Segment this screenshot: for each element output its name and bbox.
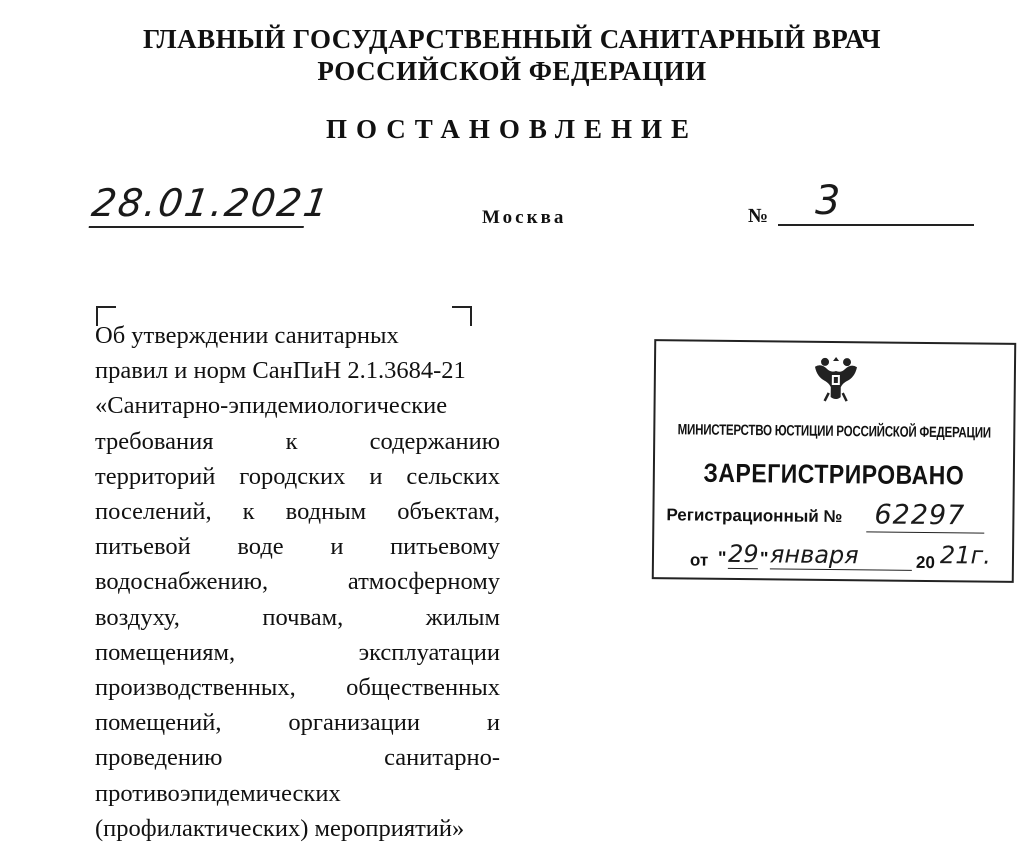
subject-line: питьевой воде и питьевому xyxy=(95,533,500,561)
document-subject xyxy=(95,318,500,846)
document-city: Москва xyxy=(482,207,567,228)
subject-line: правил и норм СанПиН 2.1.3684-21 xyxy=(95,357,466,385)
subject-line: водоснабжению, атмосферному xyxy=(95,568,500,596)
stamp-registration-month: января xyxy=(770,540,912,570)
double-headed-eagle-icon xyxy=(811,353,862,404)
subject-line: Об утверждении санитарных xyxy=(95,322,399,349)
document-type-heading: ПОСТАНОВЛЕНИЕ xyxy=(325,114,699,144)
document-number: 3 xyxy=(815,178,841,224)
subject-line: воздуху, почвам, жилым xyxy=(95,603,500,631)
stamp-quote-close: " xyxy=(759,548,769,569)
subject-line: помещениям, эксплуатации xyxy=(95,638,500,666)
subject-line: требования к содержанию xyxy=(95,427,500,455)
subject-line: проведению санитарно- xyxy=(95,744,500,772)
subject-line: производственных, общественных xyxy=(95,674,500,702)
document-date: 28.01.2021 xyxy=(89,180,311,228)
number-underline xyxy=(778,224,974,226)
stamp-registration-number-label: Регистрационный № xyxy=(666,505,843,527)
subject-line: противоэпидемических xyxy=(95,779,341,807)
stamp-year-suffix: 21г. xyxy=(939,541,991,570)
stamp-registration-day: 29 xyxy=(727,539,759,569)
number-sign: № xyxy=(748,205,769,227)
stamp-registration-number: 62297 xyxy=(874,499,966,532)
subject-line: поселений, к водным объектам, xyxy=(95,498,500,526)
stamp-registered-label: ЗАРЕГИСТРИРОВАНО xyxy=(703,457,965,491)
stamp-registration-underline xyxy=(866,531,984,533)
registration-stamp xyxy=(652,339,1016,583)
stamp-year-prefix: 20 xyxy=(915,552,935,573)
authority-title-line1: ГЛАВНЫЙ ГОСУДАРСТВЕННЫЙ САНИТАРНЫЙ ВРАЧ xyxy=(142,24,882,54)
subject-line: «Санитарно-эпидемиологические xyxy=(95,392,448,420)
stamp-quote-open: " xyxy=(717,547,727,568)
authority-title-line2: РОССИЙСКОЙ ФЕДЕРАЦИИ xyxy=(317,56,707,86)
subject-line: (профилактических) мероприятий» xyxy=(95,814,465,842)
subject-line: помещений, организации и xyxy=(95,709,500,737)
subject-line: территорий городских и сельских xyxy=(95,462,500,490)
stamp-from-label: от xyxy=(689,550,709,570)
stamp-ministry-name: МИНИСТЕРСТВО ЮСТИЦИИ РОССИЙСКОЙ ФЕДЕРАЦИИ xyxy=(677,422,992,442)
